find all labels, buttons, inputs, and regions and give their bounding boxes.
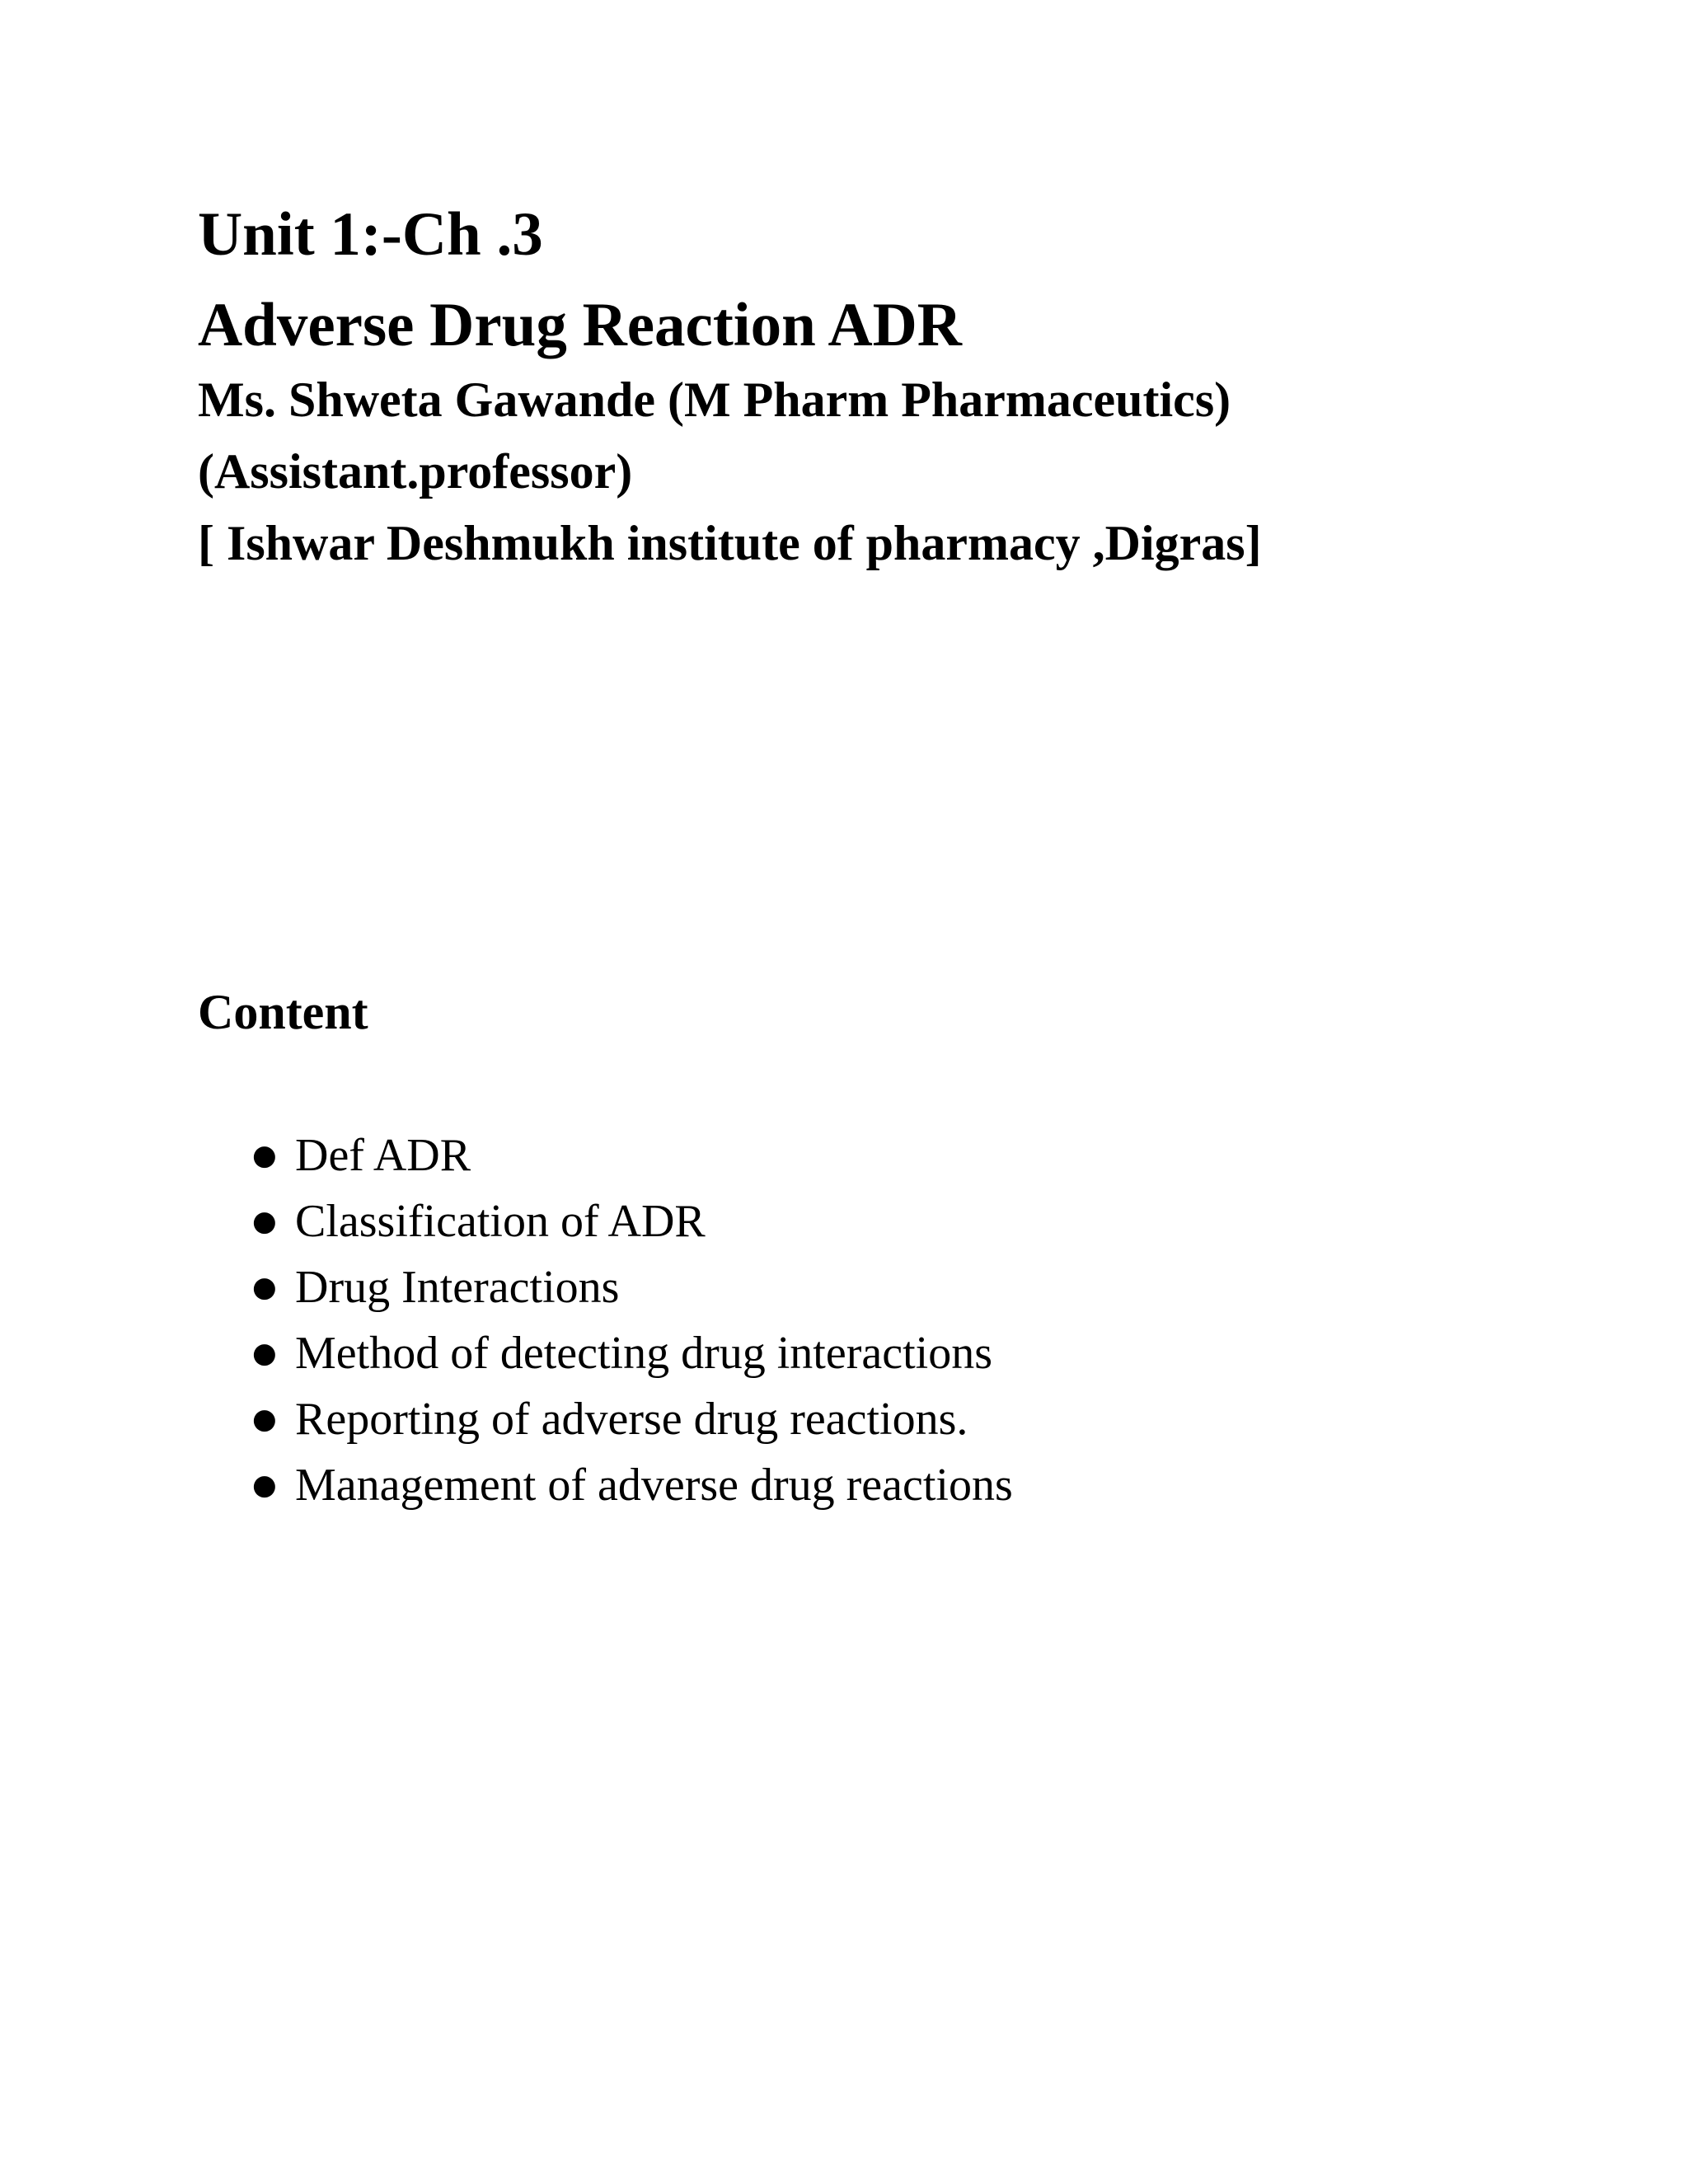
content-heading: Content (198, 985, 368, 1039)
list-item (198, 1320, 1013, 1386)
institute-name: [ Ishwar Deshmukh institute of pharmacy ,Digras] (198, 516, 1262, 570)
list-item (198, 1452, 1013, 1518)
list-item (198, 1254, 1013, 1320)
unit-chapter-label: Unit 1:-Ch .3 (198, 200, 543, 269)
list-item-text: Management of adverse drug reactions (295, 1460, 1013, 1511)
bullet-icon: ● (252, 1337, 277, 1370)
list-item-text: Classification of ADR (295, 1196, 706, 1247)
list-item (198, 1188, 1013, 1254)
list-item-text: Def ADR (295, 1130, 471, 1181)
author-name: Ms. Shweta Gawande (M Pharm Pharmaceutics) (198, 373, 1231, 427)
list-item-text: Drug Interactions (295, 1262, 620, 1313)
bullet-icon: ● (252, 1271, 277, 1304)
list-item (198, 1122, 1013, 1188)
list-item (198, 1386, 1013, 1452)
document-header (198, 202, 1599, 570)
bullet-icon: ● (252, 1139, 277, 1172)
content-list (198, 1122, 1013, 1518)
bullet-icon: ● (252, 1469, 277, 1502)
list-item-text: Method of detecting drug interactions (295, 1328, 992, 1379)
bullet-icon: ● (252, 1205, 277, 1238)
list-item-text: Reporting of adverse drug reactions. (295, 1394, 968, 1445)
document-title: Adverse Drug Reaction ADR (198, 291, 962, 359)
bullet-icon: ● (252, 1403, 277, 1436)
author-role: (Assistant.professor) (198, 444, 633, 499)
